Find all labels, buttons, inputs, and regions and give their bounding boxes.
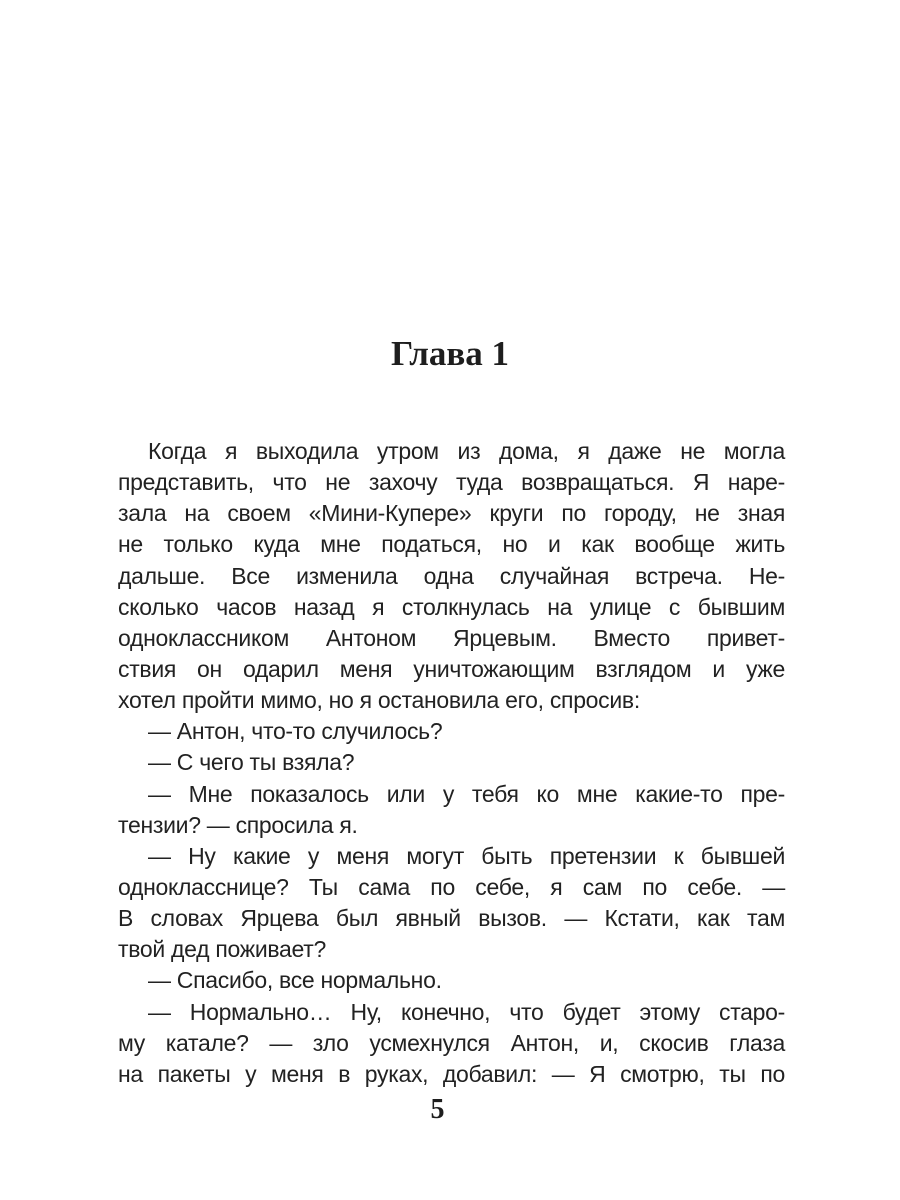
text-line: ствия он одарил меня уничтожающим взглядом и уже — [118, 655, 785, 682]
text-line: не только куда мне податься, но и как вообще жить — [118, 531, 785, 558]
text-line: зала на своем «Мини-Купере» круги по городу, не зная — [118, 500, 785, 527]
text-line: сколько часов назад я столкнулась на улице с бывшим — [118, 593, 785, 620]
page-number: 5 — [430, 1094, 445, 1125]
text-line: на пакеты у меня в руках, добавил: — Я смотрю, ты по — [118, 1060, 785, 1087]
text-line: представить, что не захочу туда возвращаться. Я наре- — [118, 469, 785, 496]
text-line: дальше. Все изменила одна случайная встреча. Не- — [118, 562, 785, 589]
text-line: хотел пройти мимо, но я остановила его, спросив: — [118, 687, 640, 714]
text-line: — Спасибо, все нормально. — [148, 967, 442, 994]
text-line: одноклассником Антоном Ярцевым. Вместо привет- — [118, 624, 785, 651]
text-line: — Ну какие у меня могут быть претензии к бывшей — [148, 842, 785, 869]
text-line: — Нормально… Ну, конечно, что будет этому старо- — [148, 998, 785, 1025]
text-line: В словах Ярцева был явный вызов. — Кстати, как там — [118, 905, 785, 932]
text-line: — Мне показалось или у тебя ко мне какие-то пре- — [148, 780, 785, 807]
chapter-title: Глава 1 — [390, 334, 510, 373]
text-line: — С чего ты взяла? — [148, 749, 355, 776]
text-line: однокласснице? Ты сама по себе, я сам по себе. — — [118, 873, 785, 900]
text-line: му катале? — зло усмехнулся Антон, и, скосив глаза — [118, 1029, 785, 1056]
text-line: — Антон, что-то случилось? — [148, 718, 443, 745]
body-text — [118, 436, 785, 1090]
text-line: Когда я выходила утром из дома, я даже не могла — [148, 438, 785, 464]
text-line: твой дед поживает? — [118, 936, 326, 963]
text-line: тензии? — спросила я. — [118, 811, 358, 838]
